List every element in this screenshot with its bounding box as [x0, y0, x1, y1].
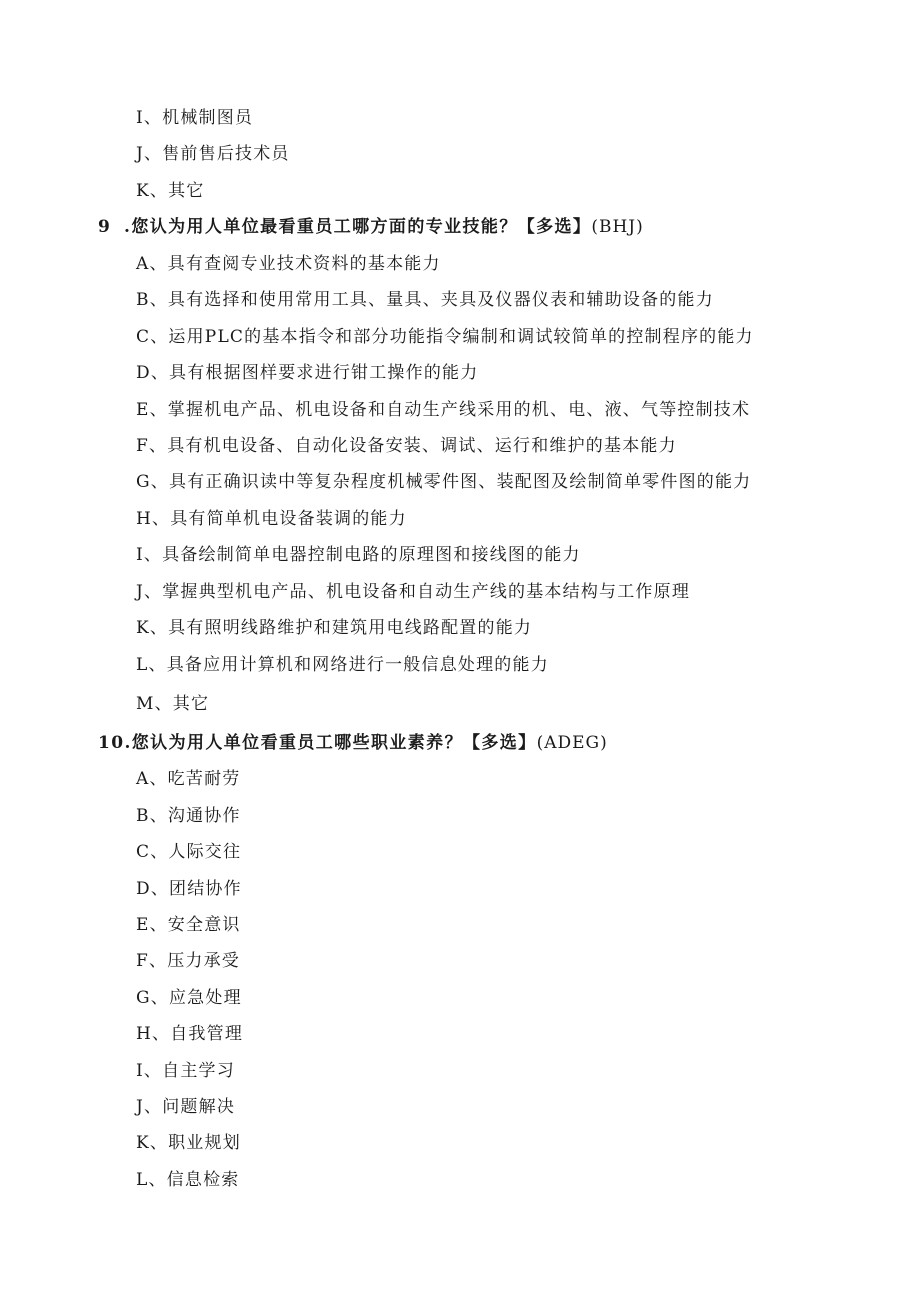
option-line: A、具有查阅专业技术资料的基本能力	[136, 254, 441, 274]
option-line: F、具有机电设备、自动化设备安装、调试、运行和维护的基本能力	[136, 436, 677, 456]
question-9	[98, 216, 644, 238]
option-line: K、具有照明线路维护和建筑用电线路配置的能力	[136, 618, 533, 638]
answer-key: (ADEG)	[536, 733, 608, 753]
option-line: G、具有正确识读中等复杂程度机械零件图、装配图及绘制简单零件图的能力	[136, 472, 752, 492]
option-line: C、人际交往	[136, 842, 242, 862]
option-line: K、其它	[136, 181, 205, 201]
option-line: A、吃苦耐劳	[136, 769, 241, 789]
question-10	[98, 732, 608, 754]
option-line: H、具有简单机电设备装调的能力	[136, 509, 407, 529]
option-line: D、具有根据图样要求进行钳工操作的能力	[136, 363, 479, 383]
option-line: D、团结协作	[136, 879, 242, 899]
option-line: I、具备绘制简单电器控制电路的原理图和接线图的能力	[136, 545, 581, 565]
option-line: J、售前售后技术员	[136, 144, 290, 164]
option-line: I、自主学习	[136, 1061, 235, 1081]
option-line: E、安全意识	[136, 915, 241, 935]
option-line: F、压力承受	[136, 951, 240, 971]
option-line: B、沟通协作	[136, 806, 241, 826]
option-line: C、运用PLC的基本指令和部分功能指令编制和调试较简单的控制程序的能力	[136, 327, 754, 347]
option-line: M、其它	[136, 694, 210, 714]
option-line: I、机械制图员	[136, 108, 254, 128]
question-number: 9	[98, 217, 112, 237]
question-text: .您认为用人单位看重员工哪些职业素养？【多选】	[124, 733, 537, 753]
option-line: L、具备应用计算机和网络进行一般信息处理的能力	[136, 655, 549, 675]
option-line: B、具有选择和使用常用工具、量具、夹具及仪器仪表和辅助设备的能力	[136, 290, 714, 310]
option-line: J、问题解决	[136, 1097, 236, 1117]
question-number: 10	[98, 733, 125, 753]
option-line: E、掌握机电产品、机电设备和自动生产线采用的机、电、液、气等控制技术	[136, 400, 751, 420]
answer-key: (BHJ)	[591, 217, 644, 237]
option-line: K、职业规划	[136, 1133, 241, 1153]
option-line: J、掌握典型机电产品、机电设备和自动生产线的基本结构与工作原理	[136, 582, 691, 602]
question-text: .您认为用人单位最看重员工哪方面的专业技能？【多选】	[124, 217, 592, 237]
option-line: H、自我管理	[136, 1024, 244, 1044]
option-line: G、应急处理	[136, 988, 242, 1008]
option-line: L、信息检索	[136, 1170, 240, 1190]
